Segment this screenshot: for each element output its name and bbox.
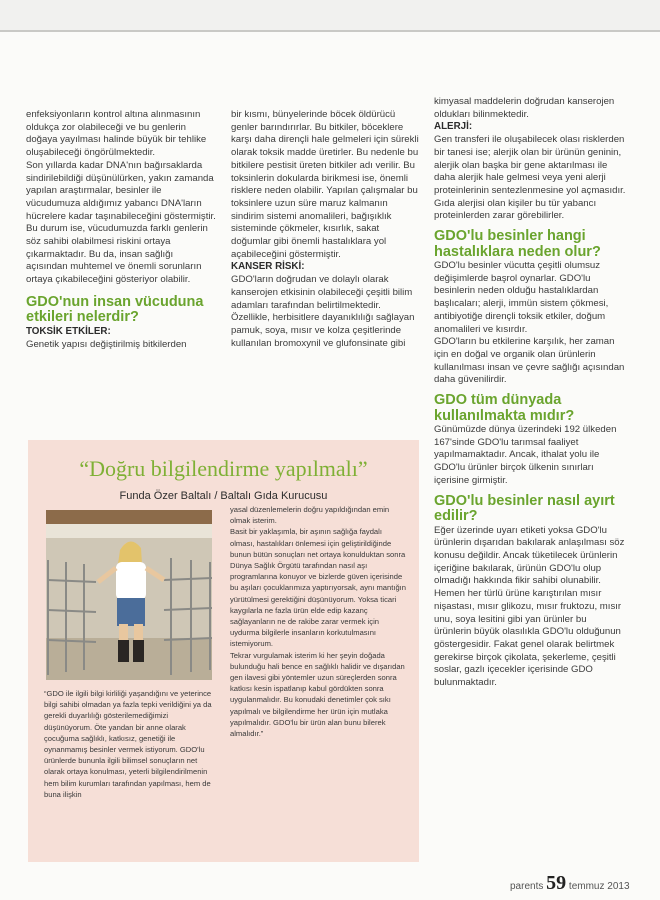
box-right-paragraph-3: Tekrar vurgulamak isterim ki her şeyin doğada bulunduğu hali bence en sağlıklı halidir ve dışarıdan gen ilavesi gibi yöntemler uzun süreçlerden sonra katkısı kesin ispatlanıp kabul gördükten sonra uygulanmalıdır. Bu konudaki denetimler çok sıkı yapılmalı ve bilgilendirme her ürün için mutlaka yapılmalıdır. GDO'lu bir ürün alan bunu bilerek almalıdır.” [230, 650, 405, 739]
col3-heading-world: GDO tüm dünyada kullanılmakta mıdır? [434, 392, 575, 424]
col1-paragraph-2: Son yıllarda kadar DNA'nın bağırsaklarda sindirilebildiği düşünülürken, yakın zamanda yapılan araştırmalar, besinler ile vücudumuza aldığımız yabancı DNA'ların hücrelere kadar taşınabileceğini göstermiştir. Bu durum ise, vücudumuzda farklı genlerin söz sahibi olabilmesi riskini ortaya çıkarmaktadır. Bu da, insan sağlığı açısından muhtemel ve önemli sorunların ortaya çıkabileceğini gösteriyor olabilir. [26, 159, 216, 286]
portrait-photo [46, 510, 212, 680]
col1-heading: GDO'nun insan vücuduna etkileri nelerdir? [26, 293, 204, 326]
col2-subheading-cancer: KANSER RİSKİ: [231, 261, 305, 273]
footer-issue: temmuz 2013 [568, 881, 630, 892]
footer-magazine: parents [510, 881, 544, 892]
box-right-paragraph-2: Basit bir yaklaşımla, bir aşının sağlığa faydalı olması, hastalıkları önlemesi için geliştirildiğinde bunun bütün sonuçları net ortaya konulduktan sonra Dünya Sağlık Örgütü tarafından nasıl aşı programlarına konuyor ve bizlerde güven içerisinde bu aşıları çocuklarımıza yaptırıyorsak, aynı mantığın yürütülmesi gerektiğini düşünüyorum. Yoksa ticari kaygılarla ne fazla ürün elde edip kazanç sağlayanların ne de rakibe zarar vermek için uydurma bilgilerle insanların korkutulmasını istemiyorum. [230, 527, 406, 649]
column-1 [26, 109, 216, 351]
col1-paragraph-3: Genetik yapısı değiştirilmiş bitkilerden [26, 338, 187, 350]
col3-paragraph-1: kimyasal maddelerin doğrudan kanserojen oldukları bilinmektedir. [434, 96, 615, 120]
box-title: “Doğru bilgilendirme yapılmalı” [79, 456, 368, 481]
interview-box [28, 440, 419, 862]
box-subtitle: Funda Özer Baltalı / Baltalı Gıda Kurucusu [119, 490, 328, 502]
col3-heading-identify: GDO'lu besinler nasıl ayırt edilir? [434, 492, 615, 525]
box-quote-left [44, 688, 214, 800]
col3-subheading-allergy: ALERJİ: [434, 121, 473, 133]
col3-heading-diseases: GDO'lu besinler hangi hastalıklara neden olur? [434, 228, 601, 260]
page-footer [510, 872, 650, 895]
col3-paragraph-3: GDO'lu besinler vücutta çeşitli olumsuz değişimlerde başrol oynarlar. GDO'lu besinlerin neden olduğu hastalıklardan başlıcaları; alerji, immün sistem çökmesi, antibiyotiğe dirençli toksik etkiler, doğum anomalileri ve kısırdır. [434, 260, 609, 335]
col3-paragraph-6: Eğer üzerinde uyarı etiketi yoksa GDO'lu ürünlerin dışarıdan bakılarak anlaşılması söz konusu değildir. Ancak tüketilecek ürünlerin içeriğine bakılarak, ürünün GDO'lu olup olmadığı hakkında fikir sahibi olunabilir. Hemen her türlü ürüne karıştırılan mısır nişastası, mısır glikozu, mısır fruktozu, mısır unu, soya lesitini gibi yan ürünler bu ürünlerin büyük olasılıkla GDO'lu olduğunun göstergesidir. Fakat genel olarak belirtmek gerekirse birçok çikolata, şekerleme, çeşitli soslar, gazlı içecekler içerisinde GDO bulunmaktadır. [434, 524, 625, 689]
column-2 [231, 109, 419, 350]
top-band [0, 0, 660, 30]
top-rule [0, 30, 660, 32]
col3-paragraph-5: Günümüzde dünya üzerindeki 192 ülkeden 167'sinde GDO'lu tarımsal faaliyet yapılmamaktadır. Ancak, ithalat yolu ile GDO'lu ürünler birçok ülkenin sınırları içerisine girmiştir. [434, 424, 617, 486]
box-left-text: “GDO ile ilgili bilgi kirliliği yaşandığını ve yeterince bilgi sahibi olmadan ya fazla tepki verildiğini ya da gerekli duyarlılığı gösterilemediğimizi düşünüyorum. Öte yandan bir anne olarak çocuğuma sağlıklı, katkısız, genetiği ile oynanmamış besinler vermek istiyorum. GDO'lu ürünlerde bununla ilgili bilimsel sonuçların net olarak ortaya konulması, yeterli bilgilendirilmenin hem bilim kurumları tarafından yapılması, hem de buna ilişkin [44, 689, 212, 799]
col3-paragraph-2: Gen transferi ile oluşabilecek olası risklerden bir tanesi ise; alerjik olan bir ürünün geninin, alerjik olan başka bir gene aktarılması ile daha alerjik hale gelmesi veya yeni alerji proteinlerinin sentezlenmesine yol açmasıdır. Gıda alerjisi olan kişiler bu tür yabancı proteinlerden zarar görebilirler. [434, 134, 626, 222]
col1-paragraph-1: enfeksiyonların kontrol altına alınmasının oldukça zor olabileceği ve bu genlerin doğaya yayılması halinde büyük bir tehlike oluşabileceği öngörülmektedir. [26, 109, 207, 159]
box-right-paragraph-1: yasal düzenlemelerin doğru yapıldığından emin olmak isterim. [230, 505, 390, 526]
column-3 [434, 96, 626, 690]
col3-paragraph-4: GDO'ların bu etkilerine karşılık, her zaman için en doğal ve organik olan ürünlerin kullanılması insan ve çevre sağlığı açısından daha güvenilirdir. [434, 336, 625, 386]
page-number: 59 [546, 872, 567, 894]
col2-paragraph-1: bir kısmı, bünyelerinde böcek öldürücü genler barındırırlar. Bu bitkiler, böceklere karşı daha dirençli hale gelmeleri için sürekli olarak toksik madde üretirler. Bu nedenle bu bitkilere pestisit üreten bitkiler adı verilir. Bu toksinlerin dokularda birikmesi ise, önemli risklere neden olabilir. Yapılan çalışmalar bu toksinlere uzun süre maruz kalmanın sindirim sistemi anomalileri, bağışıklık sisteminde çökmeler, kısırlık, sakat doğumlar gibi önemli hastalıklara yol açabileceğini göstermiştir. [231, 109, 419, 260]
col1-subheading-toxic: TOKSİK ETKİLER: [26, 325, 111, 337]
portrait-illustration [46, 510, 212, 680]
box-quote-right [230, 504, 408, 739]
col2-paragraph-2: GDO'ların doğrudan ve dolaylı olarak kanserojen etkisinin olabileceği çeşitli bilim adamları tarafından belirtilmektedir. Özellikle, herbisitlere dayanıklılığı sağlayan pamuk, soya, mısır ve kolza çeşitlerinde kullanılan bromoxynil ve glufonsinate gibi [231, 274, 415, 349]
